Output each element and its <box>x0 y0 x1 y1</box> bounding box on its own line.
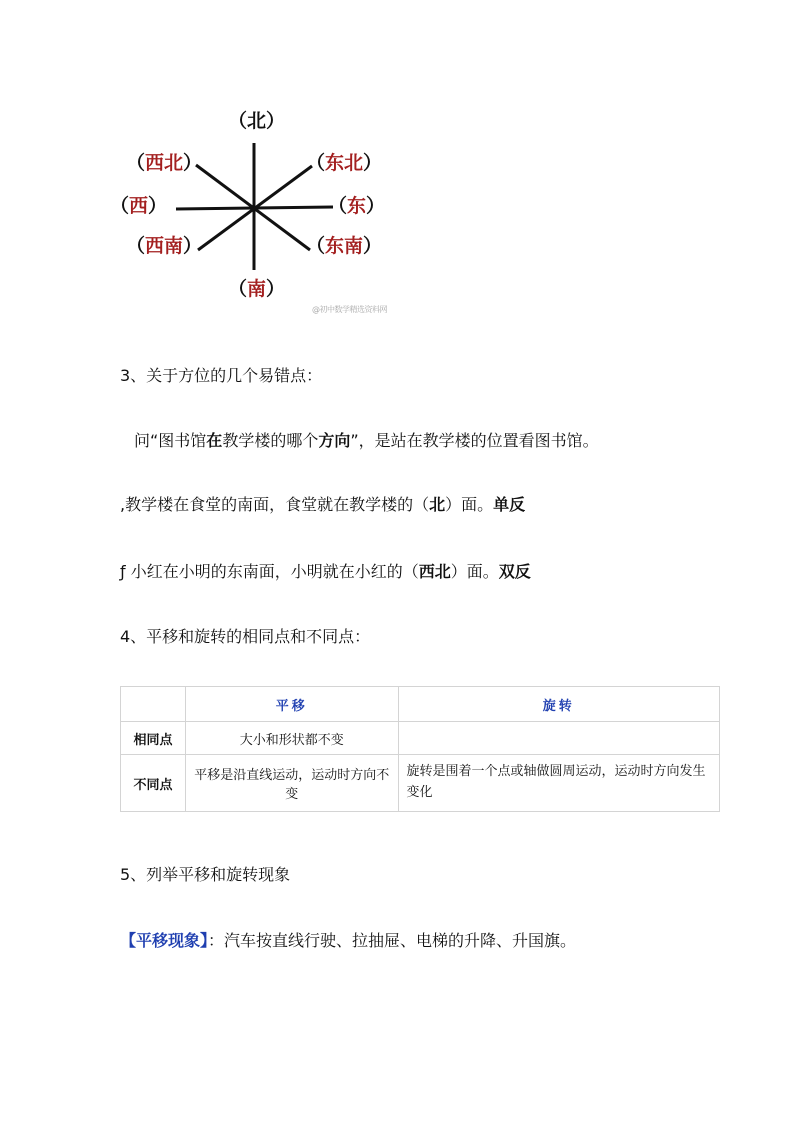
compass-diagram <box>0 0 794 330</box>
table-cell: 平移是沿直线运动，运动时方向不变 <box>186 755 399 812</box>
compass-label-southwest: （西南） <box>126 235 203 257</box>
compass-label-northwest: （西北） <box>126 152 203 174</box>
compass-label-south: （南） <box>228 278 286 300</box>
section3-line1: 问“图书馆在教学楼的哪个方向”，是站在教学楼的位置看图书馆。 <box>134 431 599 450</box>
section3-line2: ,教学楼在食堂的南面，食堂就在教学楼的（北）面。单反 <box>120 495 526 514</box>
compass-label-east: （东） <box>328 195 386 217</box>
compass-label-southeast: （东南） <box>306 235 383 257</box>
comparison-table <box>120 686 720 812</box>
table-row <box>121 755 720 812</box>
compass-label-northeast: （东北） <box>306 152 383 174</box>
table-header-rotation: 旋转 <box>398 687 719 722</box>
section4-heading: 4、平移和旋转的相同点和不同点： <box>120 627 371 646</box>
table-row-label: 不同点 <box>121 755 186 812</box>
compass-label-west: （西） <box>110 195 168 217</box>
table-cell: 旋转是围着一个点或轴做圆周运动，运动时方向发生变化 <box>398 755 719 812</box>
translation-label: 【平移现象】 <box>120 931 209 950</box>
section3-line3: ƒ 小红在小明的东南面，小明就在小红的（西北）面。双反 <box>120 562 531 581</box>
section5-translation-line: 【平移现象】：汽车按直线行驶、拉抽屉、电梯的升降、升国旗。 <box>120 931 577 950</box>
image-watermark: @初中数学精选资料网 <box>312 305 387 314</box>
table-header-row <box>121 687 720 722</box>
table-cell: 大小和形状都不变 <box>186 722 399 755</box>
table-header-empty <box>121 687 186 722</box>
compass-label-north: （北） <box>228 110 286 132</box>
table-header-translation: 平移 <box>186 687 399 722</box>
section5-heading: 5、列举平移和旋转现象 <box>120 865 291 884</box>
table-cell <box>398 722 719 755</box>
table-row <box>121 722 720 755</box>
section3-heading: 3、关于方位的几个易错点： <box>120 366 323 385</box>
table-row-label: 相同点 <box>121 722 186 755</box>
